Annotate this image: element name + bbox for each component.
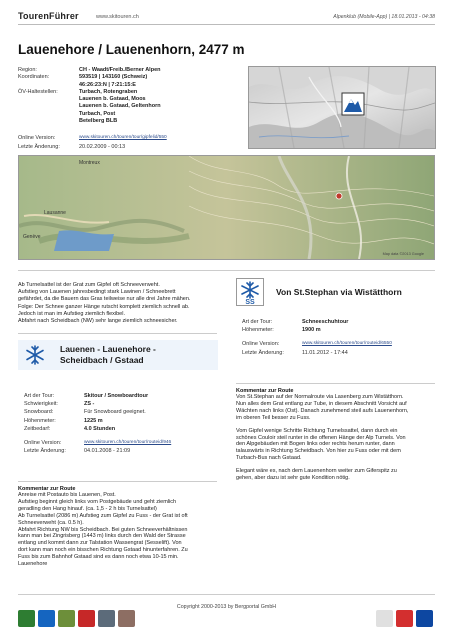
route1-value: Skitour / Snowboardtour (84, 393, 149, 399)
map-label-lausanne: Lausanne (44, 210, 66, 216)
route2-value: Schneeschuhtour (302, 319, 349, 325)
divider (18, 270, 435, 271)
comment-line: Turbach-Bus nach Gstaad. (236, 455, 302, 462)
route1-value: 4.0 Stunden (84, 425, 116, 432)
map-label-montreux: Montreux (79, 160, 100, 166)
partner-logo-icon[interactable] (98, 610, 115, 627)
route2-row (242, 318, 442, 326)
route2-label: Art der Tour: (242, 319, 273, 325)
stops-label: ÖV-Haltestellen: (18, 88, 58, 95)
comment-line: talauswärts in Richtung Scheidbach. Von hier zu Fuss oder mit dem (236, 448, 401, 455)
comment-line: Elegant wäre es, nach dem Lauenenhorn weiter zum Giferspitz zu (236, 468, 397, 475)
stop-item: Betelberg BLB (79, 118, 118, 125)
online-row (18, 134, 218, 143)
comment-line: Vom Gipfel wenige Schritte Richtung Turnelssattel, dann durch ein (236, 427, 398, 434)
terrain-map[interactable] (18, 155, 435, 260)
overview-map[interactable] (248, 66, 436, 149)
route1-label: Schwierigkeit: (24, 401, 58, 408)
route1-label: Zeitbedarf: (24, 425, 51, 432)
route1-row (24, 408, 219, 416)
route1-row (24, 417, 219, 425)
route1-comment-text (18, 492, 228, 568)
route2-online-row (242, 340, 442, 348)
route1-changed-row (24, 447, 219, 455)
route1-title-line2: Scheidbach / Gstaad (60, 355, 144, 365)
summit-info (18, 67, 198, 125)
region-value: CH - Waadt/Freib./Berner Alpen (79, 67, 161, 73)
route2-changed-row (242, 349, 442, 357)
comment-line: Abfahrt Richtung NW bis Scheidbach. Bei guten Schneeverhältnissen (18, 526, 188, 533)
divider (18, 333, 217, 334)
partner-logo-icon[interactable] (416, 610, 433, 627)
route1-label: Art der Tour: (24, 393, 55, 399)
snowflake-icon (24, 344, 46, 366)
brand-title: TourenFührer (18, 11, 79, 21)
desc-line: Abfahrt nach Scheidbach (NW) sehr lange ziemlich schneesicher. (18, 318, 178, 325)
route1-changed-value: 04.01.2008 - 21:09 (84, 448, 131, 455)
route1-comment (18, 486, 228, 568)
snowflake-icon (237, 279, 263, 305)
site-url[interactable]: www.skitouren.ch (96, 14, 139, 20)
comment-line: schönes Couloir steil runter in die offenen Hänge der Alp Turnels. Von (236, 434, 406, 441)
route2-p3 (236, 468, 436, 482)
summit-marker-icon[interactable] (342, 93, 364, 115)
coords-values (79, 74, 147, 89)
route2-title: Von St.Stephan via Wistätthorn (276, 287, 402, 297)
divider (18, 481, 217, 482)
coords-label: Koordinaten: (18, 74, 50, 81)
comment-line: Wächten nach links (Ost). Danach zunehmend steil aufs Lauenenhorn, (236, 407, 409, 414)
comment-line: den Alpgebäuden mit Bogen links oder rechts herum runter, dann (236, 441, 395, 448)
summit-online (18, 134, 218, 151)
footer-copyright: Copyright 2000-2013 by Bergportal GmbH (176, 604, 277, 610)
route2-label: Höhenmeter: (242, 327, 274, 334)
page-header (18, 11, 435, 25)
partner-logo-icon[interactable] (38, 610, 55, 627)
route2-changed-label: Letzte Änderung: (242, 349, 284, 356)
comment-line: Aufstieg beginnt gleich links vom Postgebäude und geht ziemlich (18, 498, 177, 505)
route1-row (24, 400, 219, 408)
route2-changed-value: 11.01.2012 - 17:44 (302, 349, 348, 356)
partner-logo-icon[interactable] (58, 610, 75, 627)
stop-item: Lauenen b. Gstaad, Geltenhorn (79, 103, 161, 110)
route2-table (242, 318, 442, 357)
route2-row (242, 326, 442, 334)
comment-line: Fuss bis zum Bahnhof Gstaad sind es dann noch etwa 10-15 min. (18, 554, 179, 561)
route1-changed-label: Letzte Änderung: (24, 448, 66, 455)
comment-line: kann man bei Zingrisberg (1443 m) links durch den Wald der Strasse (18, 533, 186, 540)
terrain-map-image (19, 156, 434, 259)
region-label: Region: (18, 67, 37, 73)
comment-line: gehen, aber dazu ist sehr gute Kondition nötig. (236, 475, 350, 482)
comment-line: Ab Turnelsattel (2086 m) Aufstieg zum Gipfel zu Fuss - der Grat ist oft (18, 512, 188, 519)
route2-online-label: Online Version: (242, 341, 280, 348)
footer-logos-left (18, 610, 135, 627)
route1-value: ZS - (84, 401, 95, 408)
route1-online-row (24, 439, 219, 447)
comment-line: im oberen Teil besser zu Fuss. (236, 414, 311, 421)
stop-item: Lauenen b. Gstaad, Moos (79, 96, 146, 103)
map-label-geneve: Genève (23, 234, 41, 240)
partner-logo-icon[interactable] (18, 610, 35, 627)
comment-line: Lauenehore (18, 561, 48, 568)
comment-line: Schneeverweht (ca. 0.5 h). (18, 519, 84, 526)
stops-row (18, 89, 198, 125)
header-meta: Alpenklub (Mobile-App) | 18.01.2013 - 04:38 (333, 14, 435, 20)
route1-row (24, 392, 219, 400)
route2-header (236, 278, 402, 306)
route1-table (24, 392, 219, 455)
route2-value: 1900 m (302, 327, 321, 334)
comment-line: Von St.Stephan auf der Normalroute via Lasenberg zum Wistätthorn. (236, 394, 404, 400)
comment-line: entlang und kommt dann zur Talstation Wassengrat (Sesselift). Von (18, 540, 182, 547)
summit-description (18, 282, 218, 325)
partner-logo-icon[interactable] (396, 610, 413, 627)
route1-value: 1225 m (84, 417, 103, 424)
desc-line: Ab Turnelsattel ist der Grat zum Gipfel oft Schneeverweht. (18, 282, 160, 288)
comment-line: dort kann man noch ein bisschen Richtung Gstaad hinunterfahren. Zu (18, 547, 188, 554)
partner-logo-icon[interactable] (78, 610, 95, 627)
region-row (18, 67, 198, 74)
online-label: Online Version: (18, 135, 56, 141)
page-title: Lauenehore / Lauenenhorn, 2477 m (18, 42, 245, 57)
route2-comment-title: Kommentar zur Route (236, 388, 294, 394)
route2-p2 (236, 428, 436, 463)
stop-item: Turbach, Post (79, 110, 116, 117)
footer-divider (18, 594, 435, 595)
desc-line: Jedoch ist man im Aufstieg ziemlich flexibel. (18, 310, 125, 317)
divider (236, 383, 435, 384)
partner-logo-icon[interactable] (376, 610, 393, 627)
changed-label: Letzte Änderung: (18, 143, 60, 150)
route2-p1 (236, 394, 436, 422)
changed-value: 20.02.2009 - 00:13 (79, 143, 126, 150)
stop-item: Turbach, Rotengraben (79, 88, 138, 95)
coords-value-ch: 593519 | 143160 (Schweiz) (79, 74, 148, 81)
partner-logo-icon[interactable] (118, 610, 135, 627)
route-marker-icon[interactable] (336, 193, 342, 199)
route1-title-line1: Lauenen - Lauenehore - (60, 344, 156, 354)
route1-online-link[interactable]: www.skitouren.ch/touren/tour/routeid/946 (84, 440, 172, 446)
snowshoe-badge (236, 278, 264, 306)
footer-logos-right (376, 610, 433, 627)
coords-value-wgs: 46:26:23:N | 7:21:15:E (79, 81, 136, 88)
route1-header (18, 340, 218, 370)
map-credit: Map data ©2013 Google (382, 252, 424, 256)
route2-comment (236, 388, 436, 482)
badge-text: SS (245, 299, 255, 305)
comment-line: Nun alles dem Grat entlang zur Tube, in diesem Abschnitt Vorsicht auf (236, 400, 407, 407)
desc-line: gefährdet, da die Bauern das Gras teilweise nur alle drei Jahre mähen. (18, 296, 191, 303)
changed-row (18, 143, 218, 152)
overview-map-image (249, 67, 435, 148)
online-link[interactable]: www.skitouren.ch/touren/tour/gipfelid/550 (79, 135, 167, 140)
stops-list (79, 89, 161, 125)
route1-label: Höhenmeter: (24, 417, 56, 424)
route1-row (24, 425, 219, 433)
comment-line: geradling den Hang hinauf. (ca. 1,5 - 2 h bis Turnelsattel) (18, 505, 157, 512)
route1-online-label: Online Version: (24, 440, 62, 447)
coords-row (18, 74, 198, 89)
route1-value: Für Snowboard geeignet. (84, 409, 146, 416)
route1-comment-title: Kommentar zur Route (18, 486, 76, 492)
route1-label: Snowboard: (24, 409, 54, 416)
desc-line: Aufstieg von Lauenen jahresbedingt stark Lawinen / Schneebrett (18, 289, 176, 296)
desc-line: Folge: Der Schnee ganzer Hänge rutscht komplett ziemlich schnell ab. (18, 303, 190, 310)
route1-title-block (60, 344, 156, 366)
route2-online-link[interactable]: www.skitouren.ch/touren/tour/routeid/6550 (302, 341, 392, 347)
comment-line: Anreise mit Postauto bis Lauenen, Post. (18, 492, 116, 498)
